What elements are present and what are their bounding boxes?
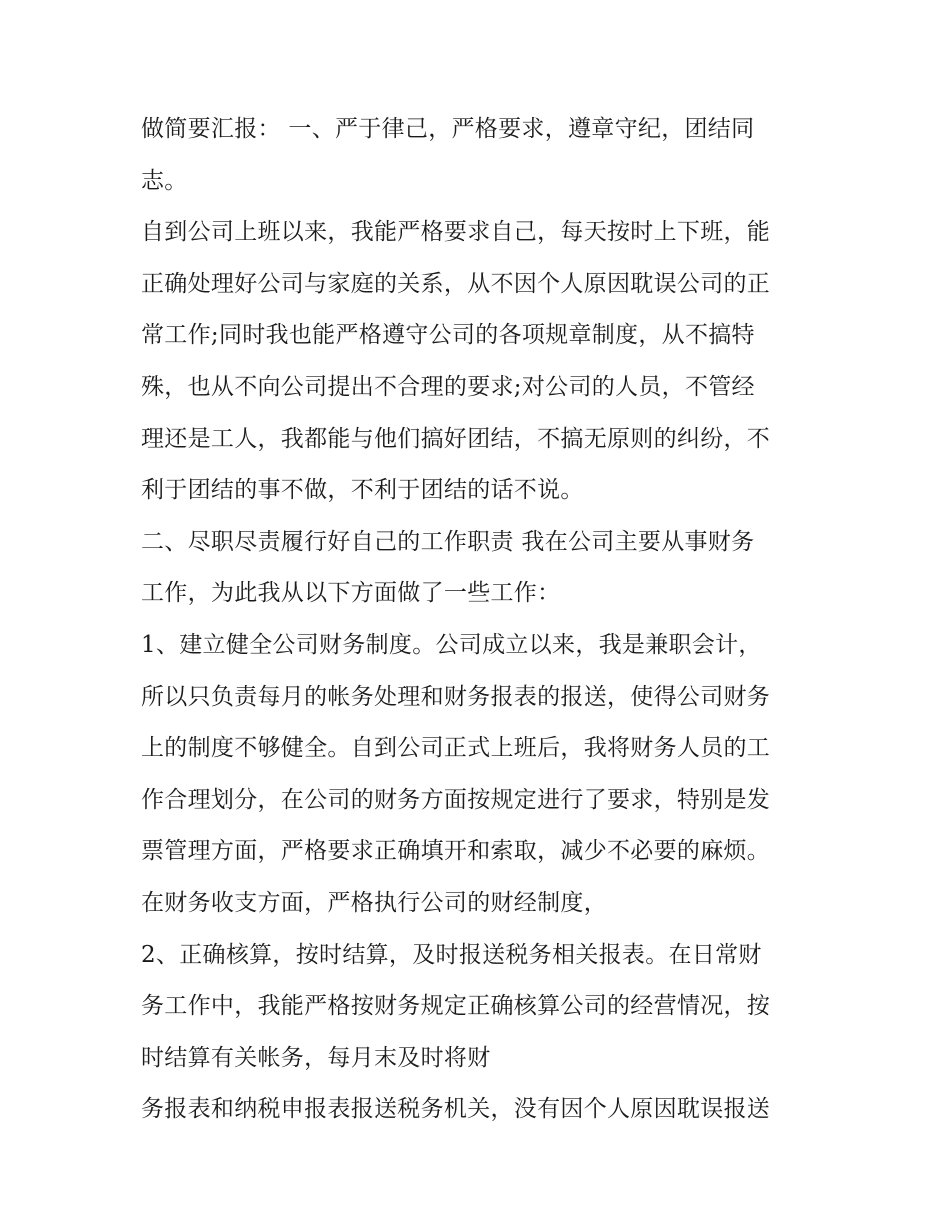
text-line: 2、正确核算，按时结算，及时报送税务相关报表。在日常财 [141, 941, 762, 968]
text-line: 自到公司上班以来，我能严格要求自己，每天按时上下班，能 [141, 219, 771, 246]
text-line: 时结算有关帐务，每月末及时将财 [141, 1044, 491, 1071]
text-line: 1、建立健全公司财务制度。公司成立以来，我是兼职会计， [141, 631, 762, 658]
text-line: 正确处理好公司与家庭的关系，从不因个人原因耽误公司的正 [141, 270, 771, 297]
text-line: 志。 [141, 167, 188, 194]
text-line: 上的制度不够健全。自到公司正式上班后，我将财务人员的工 [141, 735, 771, 762]
text-line: 票管理方面，严格要求正确填开和索取，减少不必要的麻烦。 [141, 838, 771, 865]
text-line: 做简要汇报： 一、严于律己，严格要求，遵章守纪，团结同 [141, 116, 755, 142]
text-line: 所以只负责每月的帐务处理和财务报表的报送，使得公司财务 [141, 683, 771, 710]
text-line: 殊，也从不向公司提出不合理的要求;对公司的人员，不管经 [141, 373, 755, 400]
text-line: 务报表和纳税申报表报送税务机关，没有因个人原因耽误报送 [141, 1096, 771, 1123]
text-line: 在财务收支方面，严格执行公司的财经制度， [141, 889, 607, 916]
text-line: 利于团结的事不做，不利于团结的话不说。 [141, 477, 584, 504]
text-line: 作合理划分，在公司的财务方面按规定进行了要求，特别是发 [141, 786, 771, 813]
document-body [141, 104, 821, 1136]
text-line: 工作，为此我从以下方面做了一些工作： [141, 580, 561, 607]
text-line: 理还是工人，我都能与他们搞好团结，不搞无原则的纠纷，不 [141, 425, 771, 452]
text-line: 常工作;同时我也能严格遵守公司的各项规章制度，从不搞特 [141, 322, 755, 349]
text-line: 二、尽职尽责履行好自己的工作职责 我在公司主要从事财务 [141, 528, 755, 555]
text-line: 务工作中，我能严格按财务规定正确核算公司的经营情况，按 [141, 993, 771, 1020]
